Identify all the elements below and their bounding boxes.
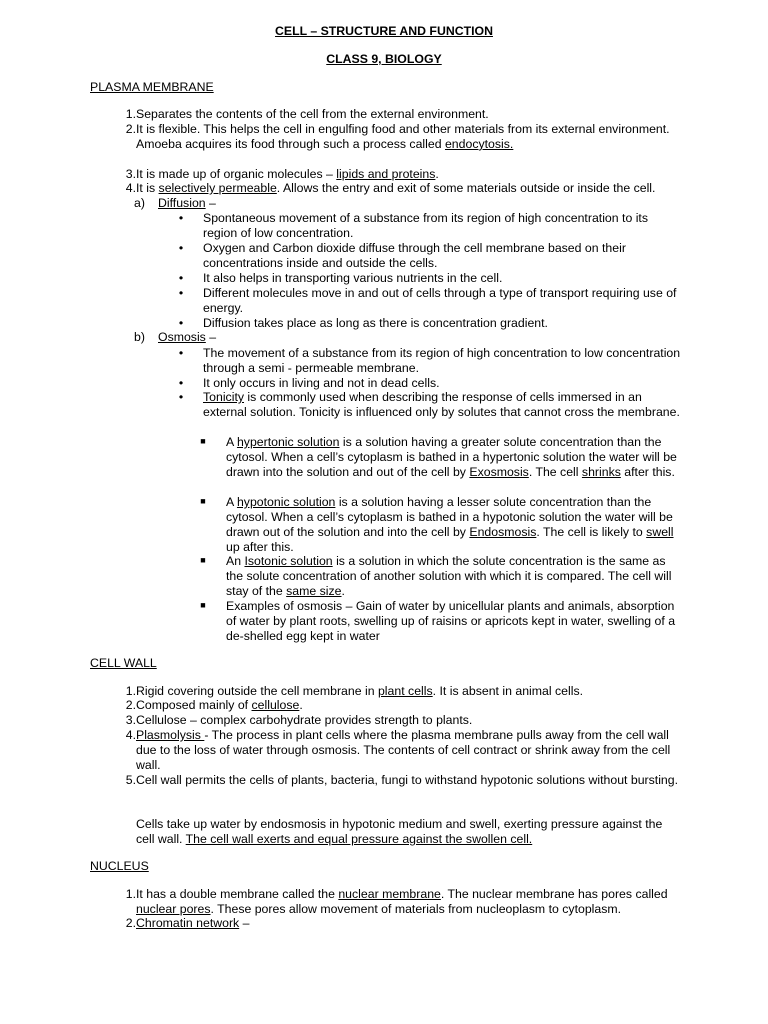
cell-wall-paragraph: Cells take up water by endosmosis in hypotonic medium and swell, exerting pressure against the cell wall. The cell wall exerts and equal pressure against the swollen cell.	[136, 817, 663, 846]
bullet-icon: •	[178, 316, 184, 330]
document-title: CELL – STRUCTURE AND FUNCTION	[275, 24, 493, 38]
list-item: • Oxygen and Carbon dioxide diffuse through the cell membrane based on their concentrations inside and outside the cells.	[176, 241, 682, 271]
list-item: ■ A hypotonic solution is a solution having a lesser solute concentration than the cytosol. When a cell’s cytoplasm is bathed in a hypotonic solution the water will be drawn out of the solution and into the cell by Endosmosis. The cell is likely to swell up after this.	[198, 495, 682, 555]
bullet-icon: •	[178, 376, 184, 390]
bullet-icon: •	[178, 390, 184, 404]
list-item: a) Diffusion –	[134, 196, 216, 210]
list-item: • It only occurs in living and not in dead cells.	[176, 376, 682, 391]
bullet-icon: •	[178, 271, 184, 285]
bullet-icon: •	[178, 286, 184, 300]
section-heading-nucleus: NUCLEUS	[90, 859, 149, 873]
list-item: • It also helps in transporting various nutrients in the cell.	[176, 271, 682, 286]
list-item: ■ An Isotonic solution is a solution in which the solute concentration is the same as the solute concentration of another solution with which it is compared. The cell will stay of the same size.	[198, 554, 682, 599]
list-item: 2. Composed mainly of cellulose.	[125, 698, 303, 712]
section-heading-cell-wall: CELL WALL	[90, 656, 157, 670]
list-item: 4. It is selectively permeable. Allows the entry and exit of some materials outside or inside the cell.	[125, 181, 656, 195]
list-item: ■ A hypertonic solution is a solution having a greater solute concentration than the cytosol. When a cell’s cytoplasm is bathed in a hypertonic solution the water will be drawn into the solution and out of the cell by Exosmosis. The cell shrinks after this.	[198, 435, 682, 480]
list-item: • The movement of a substance from its region of high concentration to low concentration through a semi - permeable membrane.	[176, 346, 682, 376]
square-bullet-icon: ■	[200, 496, 206, 506]
document-subtitle: CLASS 9, BIOLOGY	[326, 52, 442, 66]
list-item: • Different molecules move in and out of cells through a type of transport requiring use of energy.	[176, 286, 682, 316]
list-item: 4. Plasmolysis - The process in plant cells where the plasma membrane pulls away from the cell wall due to the loss of water through osmosis. The contents of cell contract or shrink away from the cell wall.	[125, 728, 671, 772]
list-item: 1. Separates the contents of the cell from the external environment.	[125, 107, 489, 121]
list-item: 1. It has a double membrane called the nuclear membrane. The nuclear membrane has pores called nuclear pores. These pores allow movement of materials from nucleoplasm to cytoplasm.	[125, 887, 668, 916]
square-bullet-icon: ■	[200, 436, 206, 446]
list-item: b) Osmosis –	[134, 330, 217, 344]
list-item: • Tonicity is commonly used when describing the response of cells immersed in an external solution. Tonicity is influenced only by solutes that cannot cross the membrane.	[176, 390, 682, 420]
square-bullet-icon: ■	[200, 555, 206, 565]
list-item: ■ Examples of osmosis – Gain of water by unicellular plants and animals, absorption of water by plant roots, swelling up of raisins or apricots kept in water, swelling of a de-shelled egg kept in water	[198, 599, 682, 644]
list-item: 3. Cellulose – complex carbohydrate provides strength to plants.	[125, 713, 473, 727]
list-item: 2. It is flexible. This helps the cell in engulfing food and other materials from its external environment. Amoeba acquires its food through such a process called endocytosis.	[125, 122, 670, 151]
list-item: • Spontaneous movement of a substance from its region of high concentration to its region of low concentration.	[176, 211, 682, 241]
bullet-icon: •	[178, 346, 184, 360]
list-item: 5. Cell wall permits the cells of plants, bacteria, fungi to withstand hypotonic solutions without bursting.	[125, 773, 679, 787]
bullet-icon: •	[178, 241, 184, 255]
list-item: 1. Rigid covering outside the cell membrane in plant cells. It is absent in animal cells.	[125, 684, 584, 698]
section-heading-plasma-membrane: PLASMA MEMBRANE	[90, 80, 214, 94]
square-bullet-icon: ■	[200, 600, 206, 610]
list-item: • Diffusion takes place as long as there is concentration gradient.	[176, 316, 682, 331]
bullet-icon: •	[178, 211, 184, 225]
list-item: 3. It is made up of organic molecules – lipids and proteins.	[125, 167, 439, 181]
list-item: 2. Chromatin network –	[125, 916, 250, 930]
